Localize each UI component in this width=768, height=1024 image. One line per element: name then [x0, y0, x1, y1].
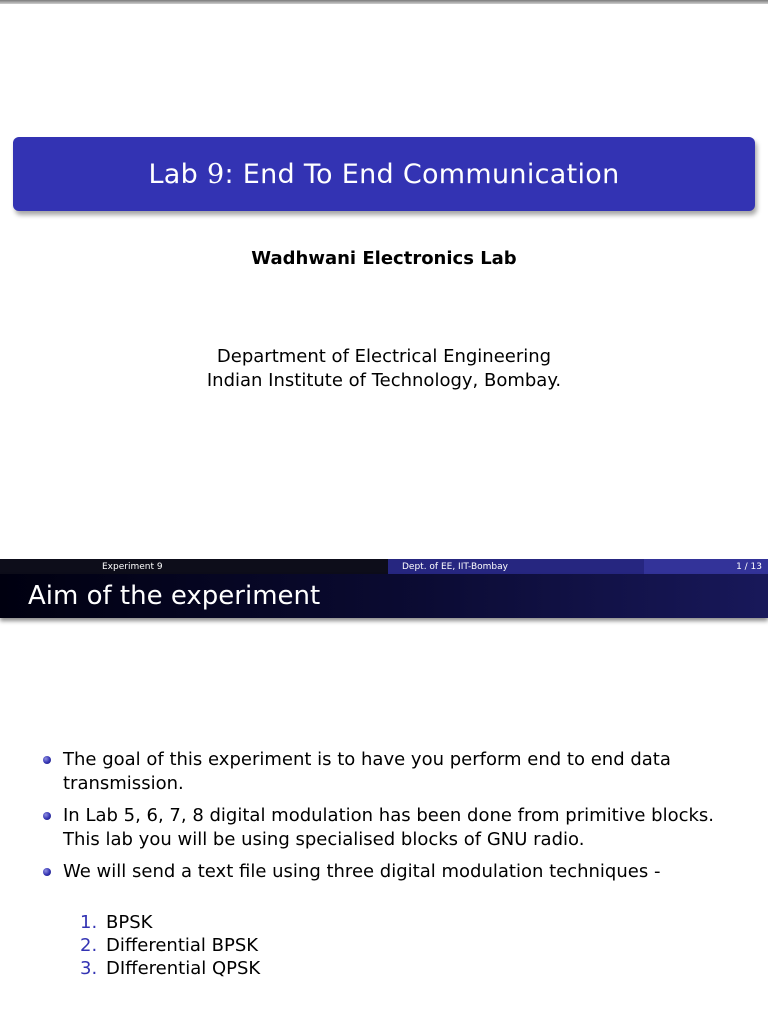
page-number: 1 / 13 — [736, 561, 762, 572]
title-prefix: Lab — [148, 158, 207, 190]
top-rule — [0, 0, 768, 4]
title-rest: : End To End Communication — [224, 158, 620, 190]
enumerated-list — [80, 911, 260, 980]
institute-line-1: Department of Electrical Engineering — [216, 346, 552, 367]
list-item — [43, 748, 743, 796]
footline-left — [0, 559, 388, 574]
list-item — [80, 911, 260, 934]
institute — [0, 345, 768, 393]
institute-line-2: Indian Institute of Technology, Bombay. — [206, 370, 562, 391]
bullet-list — [43, 748, 743, 892]
footline — [0, 559, 768, 574]
footline-middle — [388, 559, 644, 574]
title-number: 9 — [206, 158, 225, 190]
bullet-dot-icon — [43, 868, 51, 876]
footline-short-title: Experiment 9 — [102, 561, 163, 572]
list-item — [43, 860, 743, 884]
list-item — [80, 934, 260, 957]
list-item — [80, 957, 260, 980]
list-item — [43, 804, 743, 852]
bullet-dot-icon — [43, 812, 51, 820]
enum-text: Differential BPSK — [106, 935, 259, 956]
enum-number: 3. — [80, 958, 98, 979]
author: Wadhwani Electronics Lab — [251, 248, 517, 269]
footline-institute: Dept. of EE, IIT-Bombay — [402, 561, 508, 572]
frame-title: Aim of the experiment — [28, 581, 321, 611]
presentation-title — [148, 159, 619, 190]
enum-number: 1. — [80, 912, 98, 933]
frame-title-bar — [0, 574, 768, 618]
footline-right — [644, 559, 768, 574]
bullet-dot-icon — [43, 756, 51, 764]
enum-number: 2. — [80, 935, 98, 956]
bullet-text: The goal of this experiment is to have you perform end to end data transmission. — [63, 749, 671, 794]
bullet-text: We will send a text file using three digital modulation techniques - — [63, 861, 661, 882]
title-box — [13, 137, 755, 211]
enum-text: BPSK — [106, 912, 153, 933]
enum-text: DIfferential QPSK — [106, 958, 261, 979]
bullet-text: In Lab 5, 6, 7, 8 digital modulation has been done from primitive blocks. This lab you will be using specialised blocks of GNU radio. — [63, 805, 715, 850]
